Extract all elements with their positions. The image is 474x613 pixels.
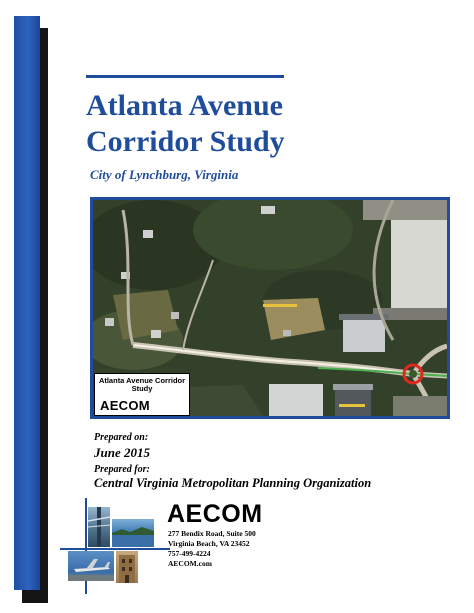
map-inset-title: Atlanta Avenue Corridor Study	[98, 376, 186, 393]
title-line-1: Atlanta Avenue	[86, 89, 283, 122]
prepared-date: June 2015	[94, 445, 150, 460]
prepared-for-organization: Central Virginia Metropolitan Planning Organization	[94, 476, 372, 490]
bridge-photo	[88, 507, 110, 547]
address-line-2: Virginia Beach, VA 23452	[168, 539, 250, 548]
company-website[interactable]: AECOM.com	[168, 559, 212, 568]
aerial-map	[90, 197, 450, 419]
prepared-on-label: Prepared on:	[94, 432, 149, 443]
photo-cross-horizontal	[60, 548, 170, 550]
company-logo: AECOM	[167, 500, 263, 528]
prepared-for-label: Prepared for:	[94, 464, 150, 475]
title-rule	[86, 75, 284, 78]
title-line-2: Corridor Study	[86, 125, 285, 158]
airplane-photo	[68, 551, 114, 581]
cover-spine-bar	[14, 16, 40, 590]
building-photo	[116, 551, 138, 583]
page-subtitle: City of Lynchburg, Virginia	[90, 167, 239, 182]
address-line-1: 277 Bendix Road, Suite 500	[168, 529, 256, 538]
lake-photo	[112, 519, 154, 547]
company-phone: 757-499-4224	[168, 549, 211, 558]
map-inset-legend	[94, 373, 190, 416]
page-title	[86, 88, 386, 160]
map-inset-logo: AECOM	[100, 398, 150, 413]
